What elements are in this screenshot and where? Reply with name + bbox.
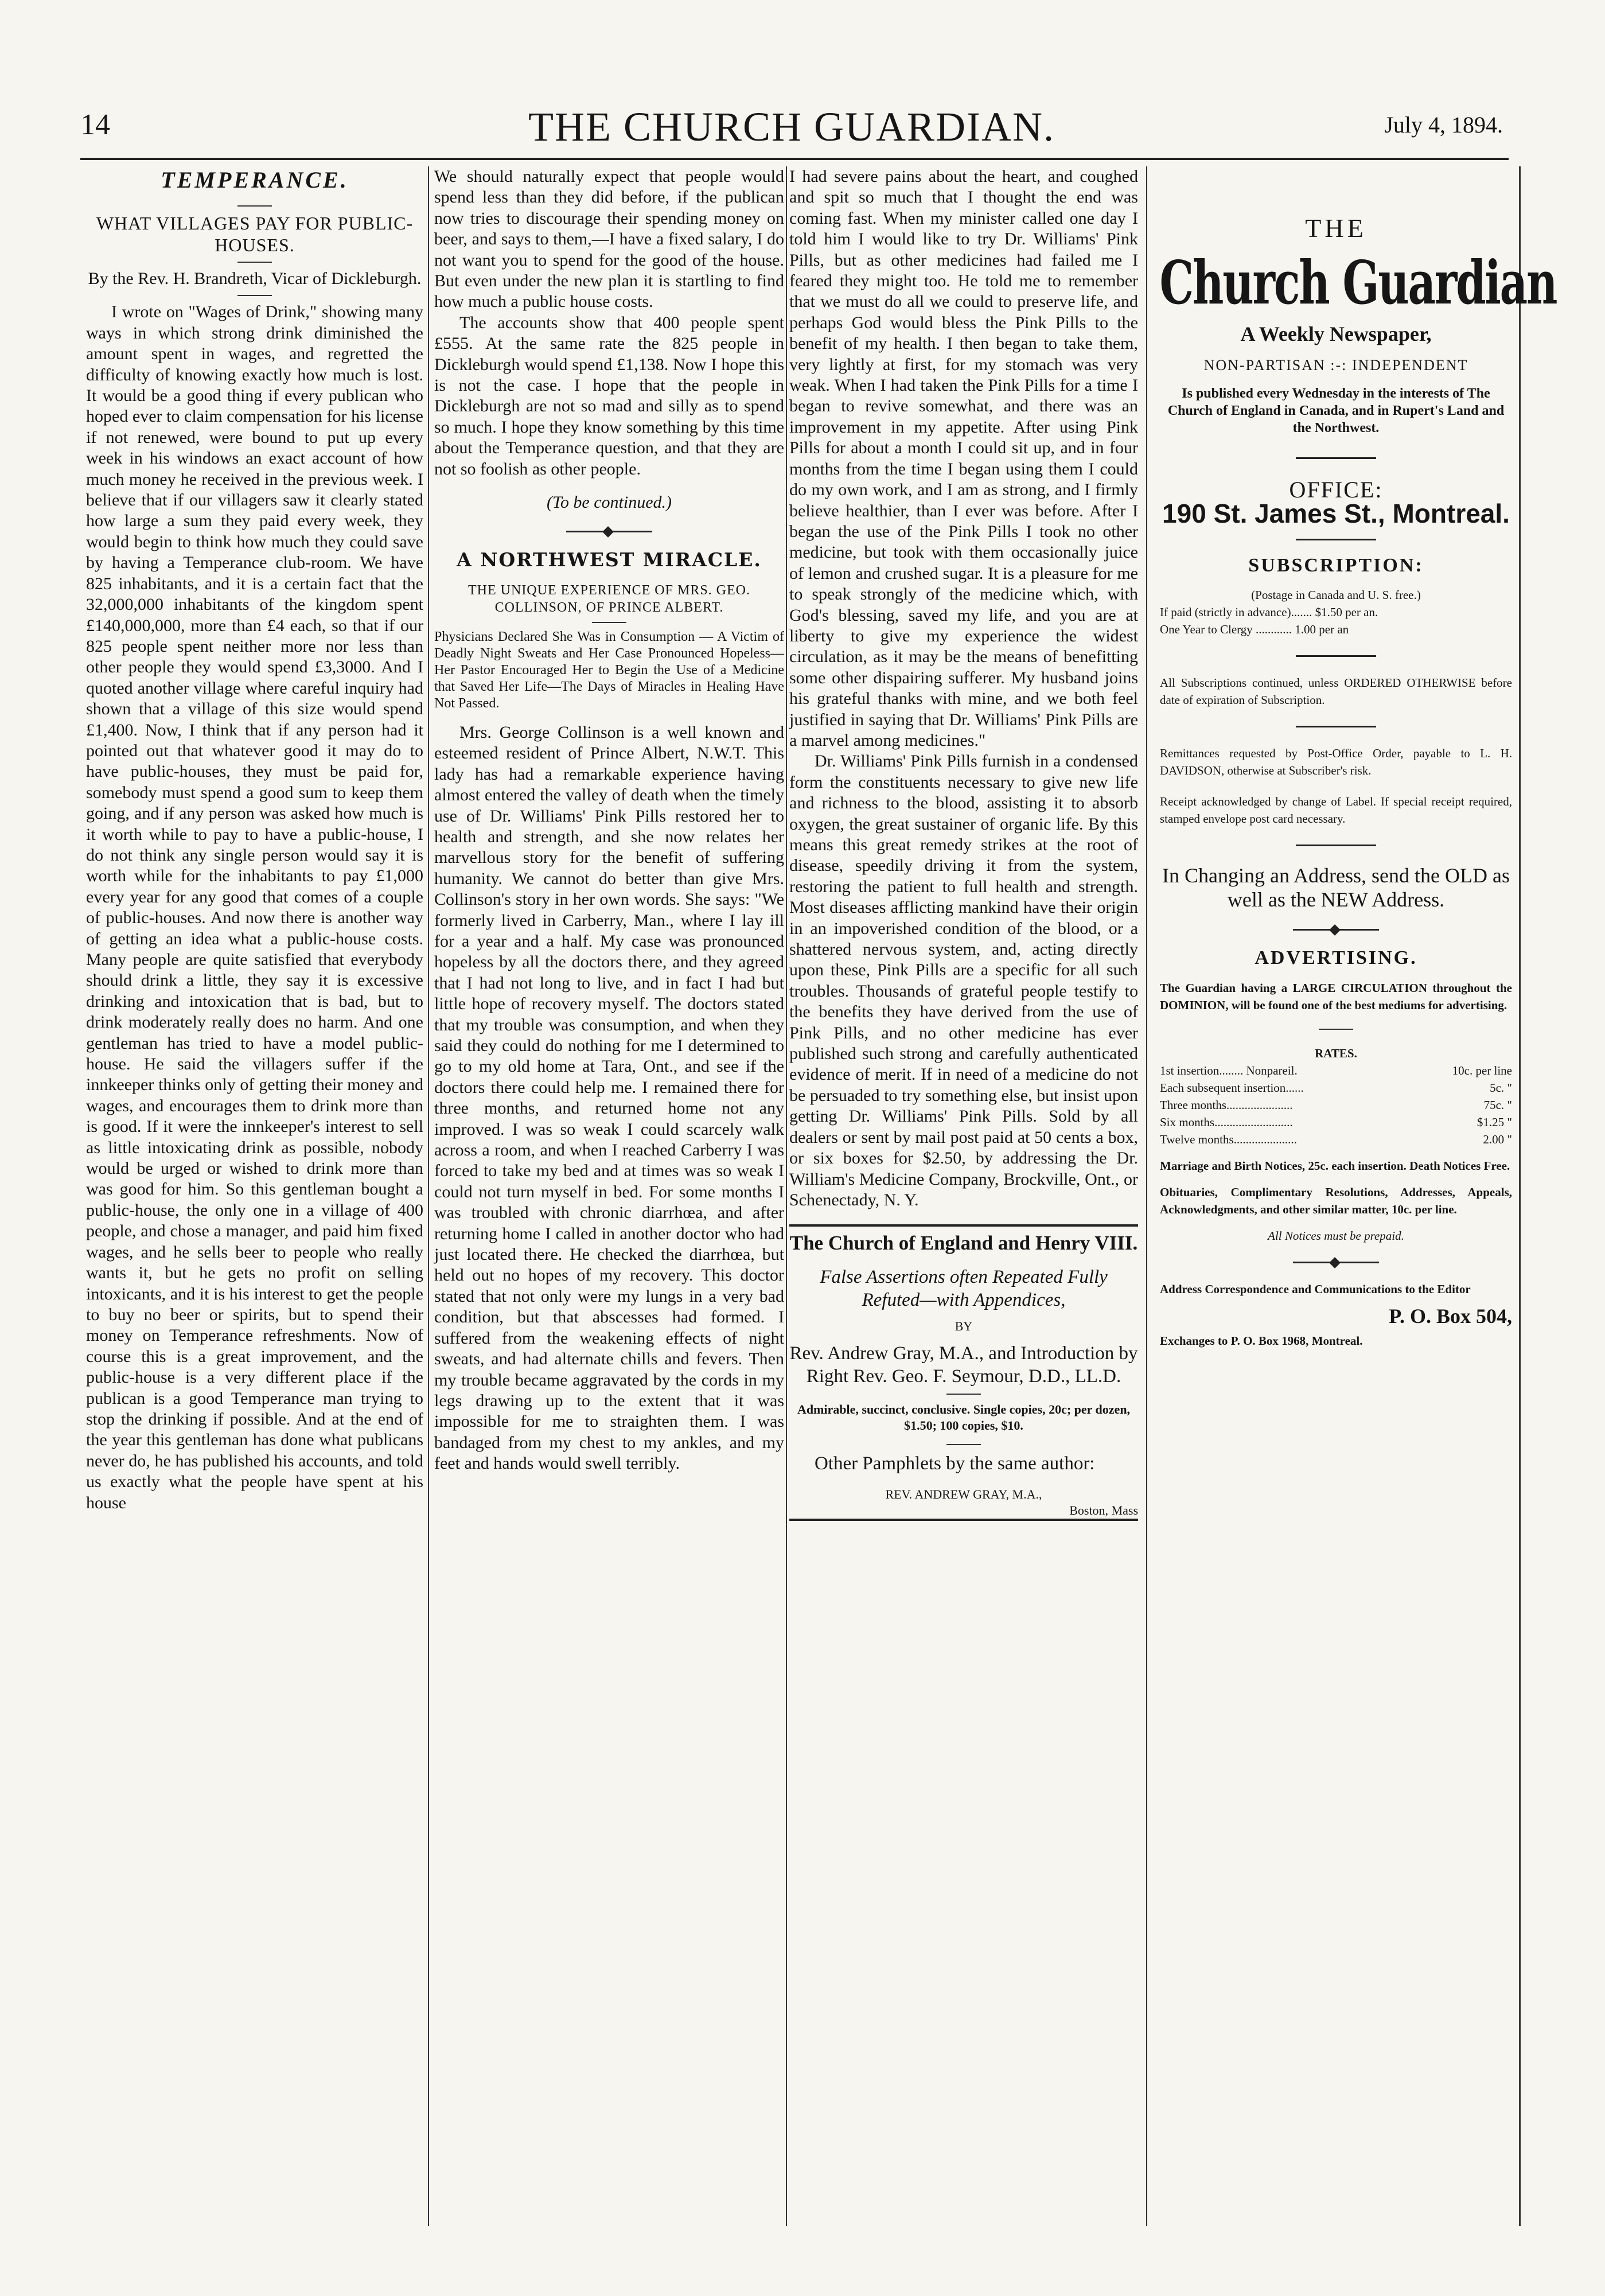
divider — [1296, 457, 1376, 459]
divider — [592, 622, 626, 623]
signature-name: REV. ANDREW GRAY, M.A., — [885, 1486, 1042, 1501]
column-divider — [1519, 166, 1521, 2226]
divider — [1319, 1029, 1353, 1030]
remittances-notice: Remittances requested by Post-Office Order, payable to L. H. DAVIDSON, otherwise at Subscriber's risk. — [1160, 746, 1512, 778]
column-4-publication-info — [1159, 166, 1557, 2226]
divider — [946, 1394, 981, 1395]
article-summary: Physicians Declared She Was in Consumption — A Victim of Deadly Night Sweats and Her Case Pronounced Hopeless—Her Pastor Encouraged Her to Begin the Use of a Medicine that Saved Her Life—The Days of Miracles in Healing Have Not Passed. — [434, 629, 784, 711]
rates-heading: RATES. — [1315, 1046, 1357, 1060]
ornament-divider — [1293, 1262, 1379, 1263]
brand-name: Church Guardian — [1159, 247, 1557, 318]
header-rule — [80, 158, 1509, 160]
column-3 — [789, 166, 1138, 2226]
article-paragraph: I had severe pains about the heart, and coughed and spit so much that I thought the end was coming fast. When my minister called one day I told him I would like to try Dr. Williams' Pink Pills, but as other medicines had failed me I feared they might too. He told me to remember that we must do all we could to preserve life, and perhaps God would bless the Pink Pills to the benefit of my health. I then began to take them, very lightly at first, for my stomach was very weak. When I had taken the Pink Pills for a time I began to revive somewhat, and there was an improvement in my appetite. After using Pink Pills for about a month I could sit up, and in four months from the time I began using them I could do my own work, and I am as strong, and I firmly believe healthier, than I ever was before. After I began the use of the Pink Pills I took no other medicine, but took with them occasionally juice of lemon and crushed sugar. It is a pleasure for me to speak strongly of the medicine which, with God's blessing, saved my life, and you are at liberty to give my experience the widest circulation, as it may be the means of benefitting some other dispairing sufferer. My husband joins his grateful thanks with mine, and we both feel justified in saying that Dr. Williams' Pink Pills are a marvel among medicines." — [789, 167, 1138, 750]
article-paragraph: I wrote on "Wages of Drink," showing many ways in which strong drink diminished the amount spent in wages, and regretted the difficulty of knowing exactly how much is lost. It would be a good thing if every publican who hoped ever to claim compensation for his license if not renewed, were bound to put up every week in his windows an exact account of how much money he received in the previous week. I believe that if our villagers saw it clearly stated how large a sum they paid every week, they would begin to think how much they could save by having a Temperance club-room. We have 825 inhabitants, and it is a certain fact that the 32,000,000 inhabitants of the kingdom spent £140,000,000, more than £4 each, so that if our 825 people spent neither more nor less than other people they would spend £3,3000. And I quoted another village where careful inquiry had shown that a village of this size would spend £1,400. Now, I think that if any person had it pointed out that whatever good it may do to have public-houses, they must be paid for, somebody must spend a good sum to keep them going, and if any person was asked how much is it worth while to pay to have a public-house, I do not think any single person would say it is worth while for the inhabitants to pay £1,000 every year for any good that comes of a couple of public-houses. And now there is another way of getting an idea what a public-house costs. Many people are quite satisfied that everybody should drink a little, they say it is excessive drinking and intoxication that is bad, but to drink moderately really does no harm. And one gentleman has tried to have a model public-house. He said the villagers suffer if the innkeeper thinks only of getting their money and wages, and encourages them to drink more than is good. If it were the innkeeper's interest to sell as little intoxicating drink as possible, nobody would be urged or wished to drink more than was good for him. So this gentleman bought a public-house, the only one in a village of 400 people, and chose a manager, and paid him fixed wages, and he sells beer to people who really wants it, but he gets no profit on selling intoxicants, and it is his interest to get the people to buy no beer or spirits, but to spend their money on Temperance refreshments. Now of course this is a great improvement, and the public-house is a very different place if the publican is a good Temperance man trying to stop the drinking if possible. And at the end of the year this gentleman has done what publicans never do, he has published his accounts, and told us exactly what the people have spent at his house — [86, 302, 423, 1512]
rate-row — [1160, 1079, 1512, 1096]
ornament-divider — [1293, 929, 1379, 931]
book-title: The Church of England and Henry VIII. — [789, 1232, 1138, 1255]
rate-label: Each subsequent insertion...... — [1160, 1080, 1304, 1095]
postage-note: (Postage in Canada and U. S. free.) — [1251, 588, 1421, 602]
brand-the: THE — [1305, 213, 1367, 243]
rate-value: 75c. " — [1483, 1098, 1512, 1112]
divider — [1296, 726, 1376, 727]
article-byline: By the Rev. H. Brandreth, Vicar of Dickleburgh. — [88, 269, 422, 289]
rate-row — [1160, 1096, 1512, 1114]
publication-note: Is published every Wednesday in the interests of The Church of England in Canada, and in Rupert's Land and the Northwest. — [1167, 386, 1505, 436]
article-paragraph: The accounts show that 400 people spent £555. At the same rate the 825 people in Dickleburgh would spend £1,138. Now I hope this is not the case. I hope that the people in Dickleburgh are not so mad and silly as to spend so much. I hope they know something by this time about the Temperance question, and that they are not so foolish as other people. — [434, 313, 784, 478]
po-box: P. O. Box 504, — [1389, 1304, 1512, 1328]
office-address: 190 St. James St., Montreal. — [1162, 498, 1510, 528]
marriage-notices: Marriage and Birth Notices, 25c. each insertion. Death Notices Free. — [1160, 1158, 1510, 1173]
rate-paid: If paid (strictly in advance)....... $1.50 per an. — [1160, 605, 1378, 620]
article-paragraph: We should naturally expect that people would spend less than they did before, if the publican now tries to discourage their spending money on beer, and says to them,—I have a fixed salary, I do not want you to spend for the good of the house. But even under the new plan it is startling to find how much a public house costs. — [434, 167, 784, 312]
office-label: OFFICE: — [1289, 477, 1383, 503]
divider — [237, 205, 272, 207]
article-subheading: THE UNIQUE EXPERIENCE OF MRS. GEO. COLLINSON, OF PRINCE ALBERT. — [468, 582, 750, 615]
obituaries-notice: Obituaries, Complimentary Resolutions, Addresses, Appeals, Acknowledgments, and other similar matter, 10c. per line. — [1160, 1185, 1512, 1216]
rate-row — [1160, 1062, 1512, 1079]
rate-label: Six months.......................... — [1160, 1115, 1293, 1129]
article-heading-miracle: A NORTHWEST MIRACLE. — [457, 548, 762, 571]
book-by: BY — [955, 1319, 973, 1334]
change-address-notice: In Changing an Address, send the OLD as well as the NEW Address. — [1162, 864, 1510, 912]
advertising-text: The Guardian having a LARGE CIRCULATION throughout the DOMINION, will be found one of the best mediums for advertising. — [1160, 980, 1512, 1012]
brand-tagline: A Weekly Newspaper, — [1240, 322, 1432, 346]
rate-label: Three months...................... — [1160, 1098, 1293, 1112]
book-price: Admirable, succinct, conclusive. Single copies, 20c; per dozen, $1.50; 100 copies, $10. — [797, 1402, 1131, 1433]
rate-value: 10c. per line — [1452, 1063, 1512, 1077]
continued-notice: All Subscriptions continued, unless ORDERED OTHERWISE before date of expiration of Subscription. — [1160, 676, 1512, 707]
book-advertisement — [789, 1224, 1138, 1520]
divider — [946, 1444, 981, 1445]
ornament-divider — [566, 531, 652, 532]
column-divider — [786, 166, 787, 2226]
other-pamphlets: Other Pamphlets by the same author: — [815, 1453, 1095, 1474]
newspaper-title: THE CHURCH GUARDIAN. — [528, 104, 1055, 150]
non-partisan: NON-PARTISAN :-: INDEPENDENT — [1203, 356, 1468, 373]
divider — [237, 262, 272, 263]
divider — [1296, 845, 1376, 846]
article-paragraph: Mrs. George Collinson is a well known and esteemed resident of Prince Albert, N.W.T. This lady has had a remarkable experience having almost entered the valley of death when the timely use of Dr. Williams' Pink Pills restored her to health and strength, and she now relates her marvellous story for the benefit of suffering humanity. We cannot do better than give Mrs. Collinson's story in her own words. She says: "We formerly lived in Carberry, Man., where I lay ill for a year and a half. My case was pronounced hopeless by all the doctors there, and they agreed that I had not long to live, and in fact I had but little hope of recovery myself. The doctors stated that my trouble was consumption, and when they said they could do nothing for me I determined to go to my old home at Tara, Ont., and see if the doctors there could help me. I remained there for three months, and returned home not any improved. I was so weak I could scarcely walk across a room, and when I reached Carberry I was forced to take my bed and at times was so weak I could not turn myself in bed. For some months I was troubled with chronic diarrhœa, and after returning home I called in another doctor who had just located there. He checked the diarrhœa, but held out no hopes of my recovery. This doctor stated that not only were my lungs in a very bad condition, but that abscesses had formed. I suffered from the weakening effects of night sweats, and had alternate chills and fevers. Then my trouble became aggravated by the cords in my legs drawing up to the extent that it was impossible for me to straighten them. I was bandaged from my chest to my ankles, and my feet and hands would swell terribly. — [434, 722, 784, 1473]
exchanges-notice: Exchanges to P. O. Box 1968, Montreal. — [1160, 1334, 1363, 1348]
prepaid-notice: All Notices must be prepaid. — [1268, 1228, 1404, 1243]
advertising-heading: ADVERTISING. — [1255, 947, 1417, 969]
rate-clergy: One Year to Clergy ............ 1.00 per an — [1160, 622, 1349, 637]
section-heading-temperance: TEMPERANCE. — [161, 167, 349, 193]
receipt-notice: Receipt acknowledged by change of Label. If special receipt required, stamped envelope post card necessary. — [1160, 795, 1512, 826]
correspondence-notice: Address Correspondence and Communications to the Editor — [1160, 1282, 1471, 1296]
column-1 — [86, 166, 423, 2226]
divider — [1296, 655, 1376, 657]
rate-value: $1.25 " — [1477, 1115, 1512, 1129]
rate-row — [1160, 1114, 1512, 1131]
subscription-heading: SUBSCRIPTION: — [1248, 555, 1424, 577]
book-subtitle: False Assertions often Repeated Fully Refuted—with Appendices, — [820, 1267, 1108, 1311]
rate-label: 1st insertion........ Nonpareil. — [1160, 1063, 1298, 1077]
article-paragraph: Dr. Williams' Pink Pills furnish in a condensed form the constituents necessary to give new life and richness to the blood, assisting it to absorb oxygen, the great sustainer of organic life. By this means this great remedy strikes at the root of disease, speedily driving it from the system, restoring the patient to full health and strength. Most diseases afflicting mankind have their origin in an impoverished condition of the blood, or a shattered nervous system, and, acting directly upon these, Pink Pills are a specific for all such troubles. Thousands of grateful people testify to the benefits they have derived from the use of Pink Pills, and no other medicine has ever published such strong and carefully authenticated evidence of merit. If in need of a medicine do not be persuaded to try something else, but insist upon getting Dr. Williams' Pink Pills. Sold by all dealers or sent by mail post paid at 50 cents a box, or six boxes for $2.50, by addressing the Dr. William's Medicine Company, Brockville, Ont., or Schenectady, N. Y. — [789, 752, 1138, 1209]
rate-label: Twelve months..................... — [1160, 1132, 1297, 1146]
rates-table — [1160, 1062, 1512, 1148]
rate-value: 2.00 " — [1483, 1132, 1512, 1146]
article-title: WHAT VILLAGES PAY FOR PUBLIC-HOUSES. — [96, 213, 414, 256]
to-be-continued: (To be continued.) — [546, 493, 672, 512]
rate-row — [1160, 1131, 1512, 1148]
masthead — [80, 103, 1503, 161]
issue-date: July 4, 1894. — [1384, 112, 1503, 138]
divider — [237, 295, 272, 296]
column-divider — [1146, 166, 1147, 2226]
rate-value: 5c. " — [1490, 1080, 1512, 1095]
divider — [1296, 539, 1376, 540]
column-2 — [434, 166, 784, 2226]
column-divider — [428, 166, 429, 2226]
page-number: 14 — [80, 108, 110, 141]
book-author: Rev. Andrew Gray, M.A., and Introduction by Right Rev. Geo. F. Seymour, D.D., LL.D. — [789, 1342, 1138, 1387]
signature-place: Boston, Mass — [1069, 1503, 1138, 1517]
